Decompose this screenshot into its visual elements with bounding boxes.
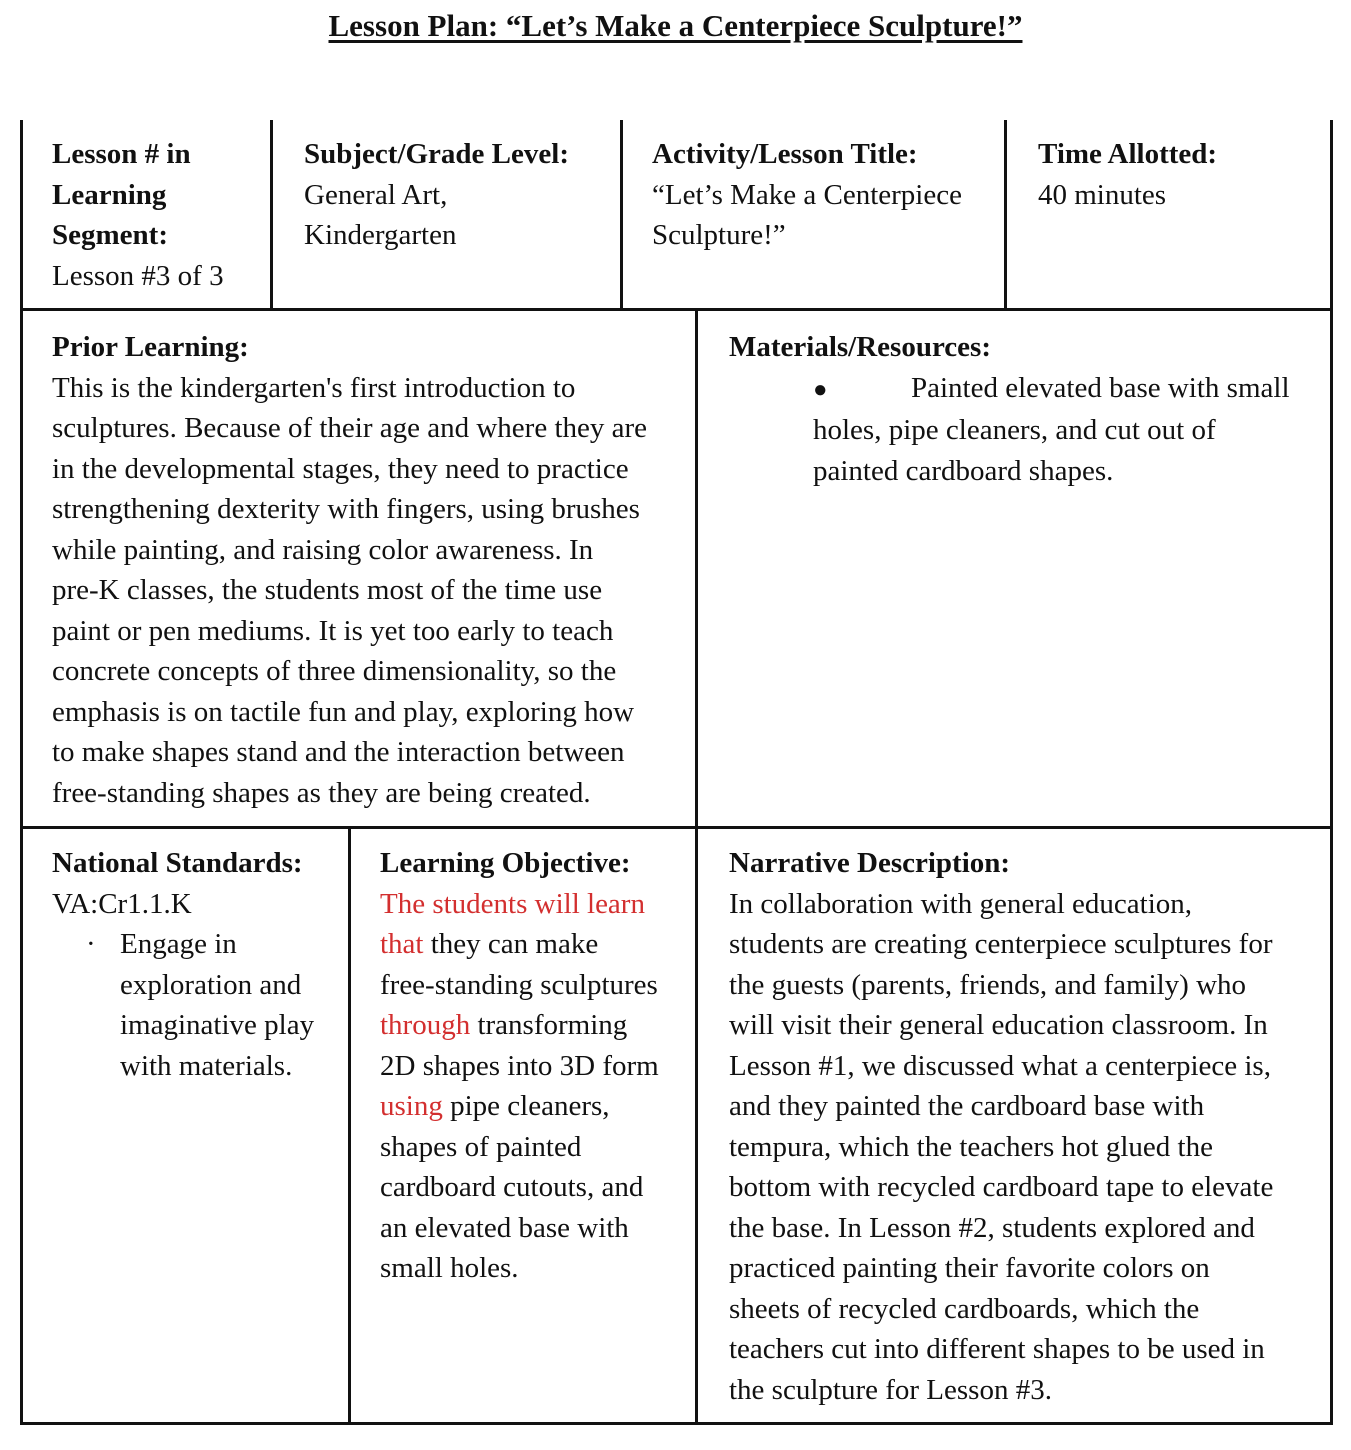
objective-line: shapes of painted <box>380 1130 582 1163</box>
prior-learning-line: emphasis is on tactile fun and play, exploring how <box>52 695 635 728</box>
objective-line-highlight: The students will learn <box>380 887 645 920</box>
subject-value-line: Kindergarten <box>304 219 457 251</box>
standards-code: VA:Cr1.1.K <box>52 887 192 920</box>
standards-line: Engage in <box>120 928 237 960</box>
materials-heading: Materials/Resources: <box>729 331 991 363</box>
row-divider <box>20 308 1333 311</box>
objective-text: transforming <box>470 1009 628 1041</box>
time-heading: Time Allotted: <box>1038 138 1218 170</box>
bullet-dot-icon: ● <box>813 376 828 403</box>
objective-highlight-word: through <box>380 1009 471 1041</box>
subject-cell <box>304 134 616 256</box>
prior-learning-line: paint or pen mediums. It is yet too early to teach <box>52 614 614 647</box>
narrative-line: and they painted the cardboard base with <box>729 1090 1205 1122</box>
objective-line <box>380 1005 692 1046</box>
prior-learning-line: in the developmental stages, they need to practice <box>52 452 629 485</box>
lesson-number-heading-line: Segment: <box>52 219 168 251</box>
objective-line: free-standing sculptures <box>380 968 658 1001</box>
objective-text: they can make <box>423 928 599 960</box>
learning-objective-cell <box>380 843 692 1289</box>
table-left-border <box>20 120 23 1425</box>
objective-line: 2D shapes into 3D form <box>380 1049 659 1082</box>
table-right-border <box>1330 120 1333 1425</box>
objective-line <box>380 924 692 965</box>
prior-learning-line: while painting, and raising color awareness. In <box>52 533 594 566</box>
objective-highlight-word: that <box>380 928 424 960</box>
objective-highlight-word: using <box>380 1090 443 1122</box>
objective-line: cardboard cutouts, and <box>380 1171 644 1203</box>
subject-heading: Subject/Grade Level: <box>304 138 569 170</box>
standards-line: with materials. <box>120 1049 293 1082</box>
objective-heading: Learning Objective: <box>380 847 631 879</box>
narrative-line: the sculpture for Lesson #3. <box>729 1373 1052 1406</box>
column-divider <box>348 826 351 1425</box>
activity-value-line: “Let’s Make a Centerpiece <box>652 178 962 211</box>
narrative-line: bottom with recycled cardboard tape to elevate <box>729 1171 1274 1203</box>
objective-line: an elevated base with <box>380 1211 629 1244</box>
narrative-description-cell <box>729 843 1327 1410</box>
prior-learning-cell <box>52 327 692 813</box>
prior-learning-line: This is the kindergarten's first introduction to <box>52 371 576 404</box>
objective-line <box>380 1086 692 1127</box>
row-divider <box>20 826 1333 829</box>
column-divider <box>1004 120 1007 310</box>
time-cell <box>1038 134 1328 215</box>
objective-text: pipe cleaners, <box>442 1090 610 1122</box>
bullet-dot-icon: · <box>86 928 96 960</box>
narrative-line: teachers cut into different shapes to be used in <box>729 1333 1265 1365</box>
materials-line: Painted elevated base with small <box>911 371 1290 404</box>
activity-heading: Activity/Lesson Title: <box>652 138 918 170</box>
narrative-line: In collaboration with general education, <box>729 887 1193 920</box>
narrative-line: the guests (parents, friends, and family) who <box>729 968 1247 1001</box>
prior-learning-line: strengthening dexterity with fingers, using brushes <box>52 493 640 525</box>
materials-bullet-item <box>729 368 1327 492</box>
materials-cell <box>729 327 1327 491</box>
page-title: Lesson Plan: “Let’s Make a Centerpiece Sculpture!” <box>328 8 1023 43</box>
prior-learning-line: free-standing shapes as they are being created. <box>52 776 591 809</box>
standards-line: imaginative play <box>120 1009 315 1041</box>
lesson-number-value: Lesson #3 of 3 <box>52 259 224 292</box>
time-value: 40 minutes <box>1038 178 1167 211</box>
prior-learning-line: concrete concepts of three dimensionality, so the <box>52 655 617 687</box>
narrative-line: tempura, which the teachers hot glued the <box>729 1130 1213 1163</box>
standards-line: exploration and <box>120 968 302 1001</box>
lesson-number-heading-line: Learning <box>52 178 167 211</box>
narrative-line: students are creating centerpiece sculptures for <box>729 928 1273 960</box>
narrative-line: Lesson #1, we discussed what a centerpiece is, <box>729 1049 1271 1082</box>
narrative-heading: Narrative Description: <box>729 847 1011 879</box>
narrative-line: sheets of recycled cardboards, which the <box>729 1292 1200 1325</box>
objective-line: small holes. <box>380 1252 519 1284</box>
column-divider <box>270 120 273 310</box>
prior-learning-heading: Prior Learning: <box>52 331 249 363</box>
narrative-line: the base. In Lesson #2, students explored and <box>729 1211 1255 1244</box>
activity-value-line: Sculpture!” <box>652 219 786 251</box>
lesson-number-cell <box>52 134 267 296</box>
narrative-line: practiced painting their favorite colors on <box>729 1252 1210 1284</box>
activity-title-cell <box>652 134 1002 256</box>
column-divider <box>695 308 698 1425</box>
standards-bullet-item <box>52 924 346 1086</box>
subject-value-line: General Art, <box>304 178 448 211</box>
standards-heading: National Standards: <box>52 847 303 879</box>
national-standards-cell <box>52 843 346 1086</box>
materials-line: painted cardboard shapes. <box>813 454 1114 487</box>
table-bottom-border <box>20 1422 1333 1425</box>
column-divider <box>620 120 623 310</box>
narrative-line: will visit their general education classroom. In <box>729 1009 1268 1041</box>
prior-learning-line: to make shapes stand and the interaction between <box>52 736 625 768</box>
materials-line: holes, pipe cleaners, and cut out of <box>813 414 1216 446</box>
prior-learning-line: sculptures. Because of their age and where they are <box>52 412 648 444</box>
prior-learning-line: pre-K classes, the students most of the time use <box>52 574 603 606</box>
lesson-number-heading-line: Lesson # in <box>52 138 191 170</box>
